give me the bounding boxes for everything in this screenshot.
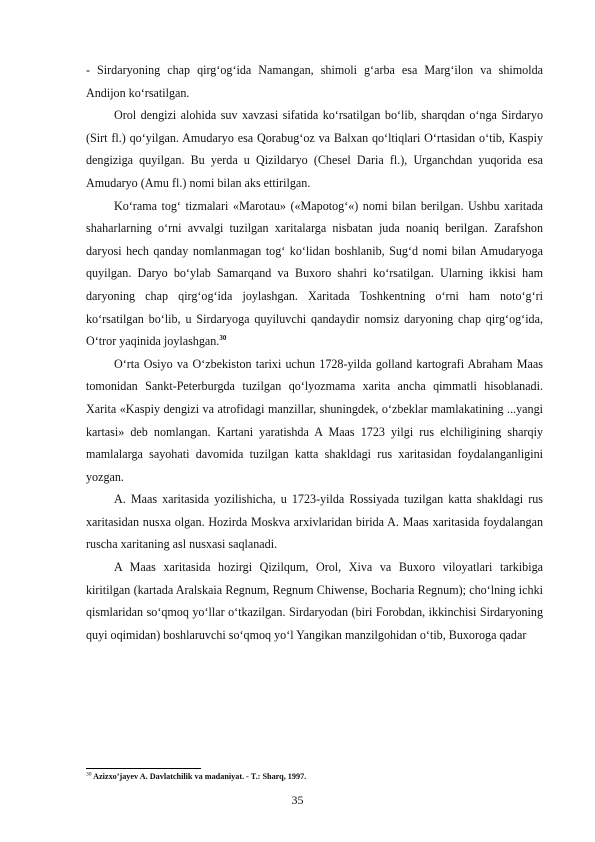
paragraph-3 — [86, 195, 543, 353]
paragraph-6: A Maas xaritasida hozirgi Qizilqum, Orol, Xiva va Buxoro viloyatlari tarkibiga kiritilgan (kartada Aralskaia Regnum, Regnum Chiwense, Bocharia Regnum); cho‘lning ichki qismlaridan so‘qmoq yo‘llar o‘tkazilgan. Sirdaryodan (biri Forobdan, ikkinchisi Sirdaryoning quyi oqimidan) boshlaruvchi so‘qmoq yo‘l Yangikan manzilgohidan o‘tib, Buxoroga qadar — [86, 560, 543, 642]
paragraph-5: A. Maas xaritasida yozilishicha, u 1723-yilda Rossiyada tuzilgan katta shakldagi rus xaritasidan nusxa olgan. Hozirda Moskva arxivlaridan birida A. Maas xaritasida foydalangan ruscha xaritaning asl nusxasi saqlanadi. — [86, 492, 543, 552]
page-body — [86, 59, 543, 646]
paragraph-1: - Sirdaryoning chap qirg‘og‘ida Namangan, shimoli g‘arba esa Marg‘ilon va shimolda Andijon ko‘rsatilgan. — [86, 63, 543, 100]
footnote-divider — [86, 768, 201, 769]
paragraph-2: Orol dengizi alohida suv xavzasi sifatida ko‘rsatilgan bo‘lib, sharqdan o‘nga Sirdaryo (Sirt fl.) qo‘yilgan. Amudaryo esa Qorabug‘oz va Balxan qo‘ltiqlari O‘rtasidan o‘tib, Kaspiy dengiziga quyilgan. Bu yerda u Qizildaryo (Chesel Daria fl.), Urganchdan yuqorida esa Amudaryo (Amu fl.) nomi bilan aks ettirilgan. — [86, 108, 543, 190]
paragraph-4: O‘rta Osiyo va O‘zbekiston tarixi uchun 1728-yilda golland kartografi Abraham Maas tomonidan Sankt-Peterburgda tuzilgan qo‘lyozmama xarita ancha qimmatli hisoblanadi. Xarita «Kaspiy dengizi va atrofidagi manzillar, shuningdek, o‘zbeklar mamlakatining ...yangi kartasi» deb nomlangan. Kartani yaratishda A Maas 1723 yilgi rus elchiligining sharqiy mamlalarga sayohati davomida tuzilgan katta shakldagi rus xaritasidan foydalanganligini yozgan. — [86, 356, 543, 484]
footnote-reference[interactable]: 30 — [219, 334, 227, 343]
paragraph-3-text: Ko‘rama tog‘ tizmalari «Marotau» («Mapotog‘«) nomi bilan berilgan. Ushbu xaritada shaharlarning o‘rni avvalgi tuzilgan xaritalarga nisbatan juda noaniq berilgan. Zarafshon daryosi hech qanday nomlanmagan tog‘ ko‘lidan boshlanib, Sug‘d nomi bilan Amudaryoga quyilgan. Daryo bo‘ylab Samarqand va Buxoro shahri ko‘rsatilgan. Ularning ikkisi ham daryoning chap qirg‘og‘ida joylashgan. Xaritada Toshkentning o‘rni ham noto‘g‘ri ko‘rsatilgan bo‘lib, u Sirdaryoga quyiluvchi qandaydir nomsiz daryoning chap qirg‘og‘ida, O‘tror yaqinida joylashgan. — [86, 198, 543, 349]
page-number: 35 — [291, 793, 304, 807]
footnote-number: 30 — [86, 771, 92, 778]
footnote — [86, 772, 543, 782]
footnote-text: Azizxo’jayev A. Davlatchilik va madaniyat. - T.: Sharq, 1997. — [93, 772, 307, 781]
